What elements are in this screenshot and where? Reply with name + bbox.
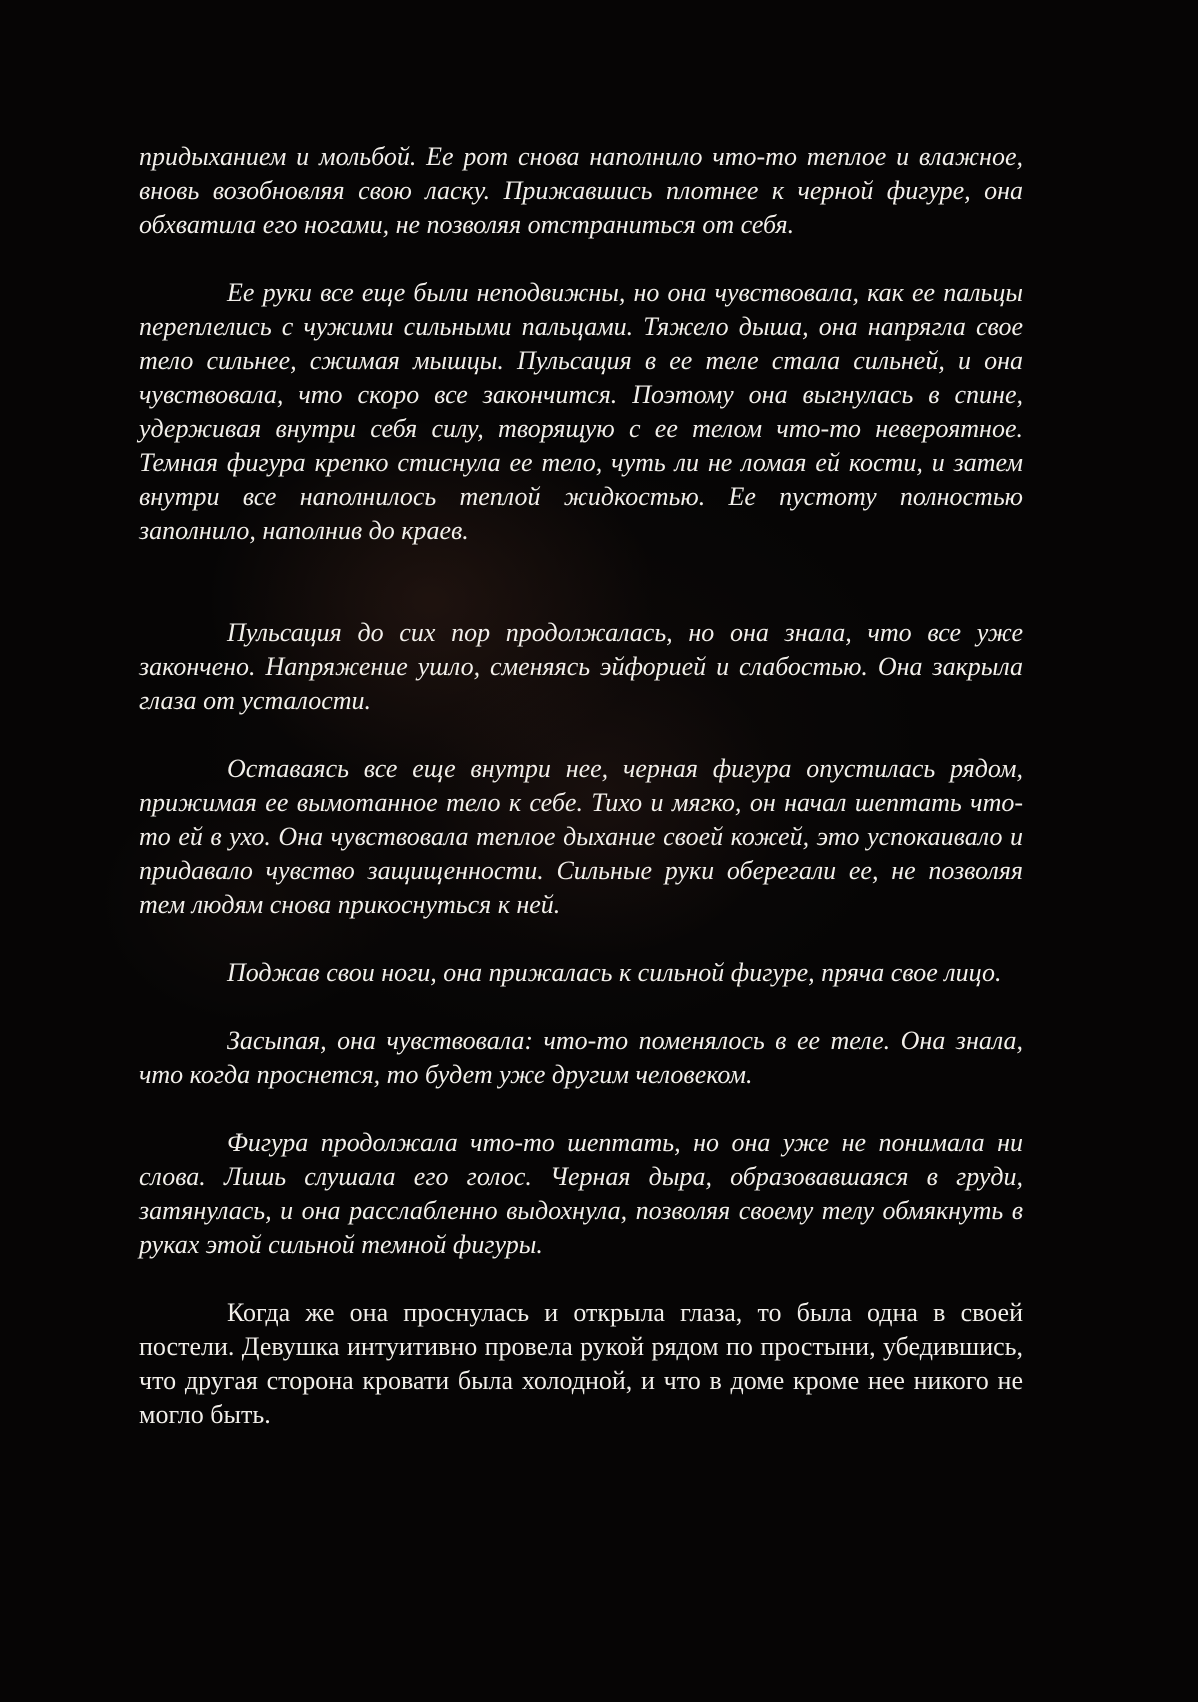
paragraph-4: Оставаясь все еще внутри нее, черная фигура опустилась рядом, прижимая ее вымотанное тело к себе. Тихо и мягко, он начал шептать что-то ей в ухо. Она чувствовала теплое дыхание своей кожей, это успокаивало и придавало чувство защищенности. Сильные руки оберегали ее, не позволяя тем людям снова прикоснуться к ней. bbox=[139, 754, 1023, 919]
paragraph-3: Пульсация до сих пор продолжалась, но она знала, что все уже закончено. Напряжение ушло, сменяясь эйфорией и слабостью. Она закрыла глаза от усталости. bbox=[139, 618, 1023, 715]
paragraph-6: Засыпая, она чувствовала: что-то поменялось в ее теле. Она знала, что когда проснется, то будет уже другим человеком. bbox=[139, 1026, 1023, 1089]
paragraph-2: Ее руки все еще были неподвижны, но она чувствовала, как ее пальцы переплелись с чужими сильными пальцами. Тяжело дыша, она напрягла свое тело сильнее, сжимая мышцы. Пульсация в ее теле стала сильней, и она чувствовала, что скоро все закончится. Поэтому она выгнулась в спине, удерживая внутри себя силу, творящую с ее телом что-то невероятное. Темная фигура крепко стиснула ее тело, чуть ли не ломая ей кости, и затем внутри все наполнилось теплой жидкостью. Ее пустоту полностью заполнило, наполнив до краев. bbox=[139, 278, 1023, 545]
paragraph-1: придыханием и мольбой. Ее рот снова наполнило что-то теплое и влажное, вновь возобновляя свою ласку. Прижавшись плотнее к черной фигуре, она обхватила его ногами, не позволяя отстраниться от себя. bbox=[139, 142, 1023, 239]
story-text bbox=[139, 140, 1023, 1432]
paragraph-8: Когда же она проснулась и открыла глаза, то была одна в своей постели. Девушка интуитивно провела рукой рядом по простыни, убедившись, что другая сторона кровати была холодной, и что в доме кроме нее никого не могло быть. bbox=[139, 1298, 1023, 1429]
paragraph-5: Поджав свои ноги, она прижалась к сильной фигуре, пряча свое лицо. bbox=[227, 958, 1002, 987]
paragraph-7: Фигура продолжала что-то шептать, но она уже не понимала ни слова. Лишь слушала его голос. Черная дыра, образовавшаяся в груди, затянулась, и она расслабленно выдохнула, позволяя своему телу обмякнуть в руках этой сильной темной фигуры. bbox=[139, 1128, 1023, 1259]
